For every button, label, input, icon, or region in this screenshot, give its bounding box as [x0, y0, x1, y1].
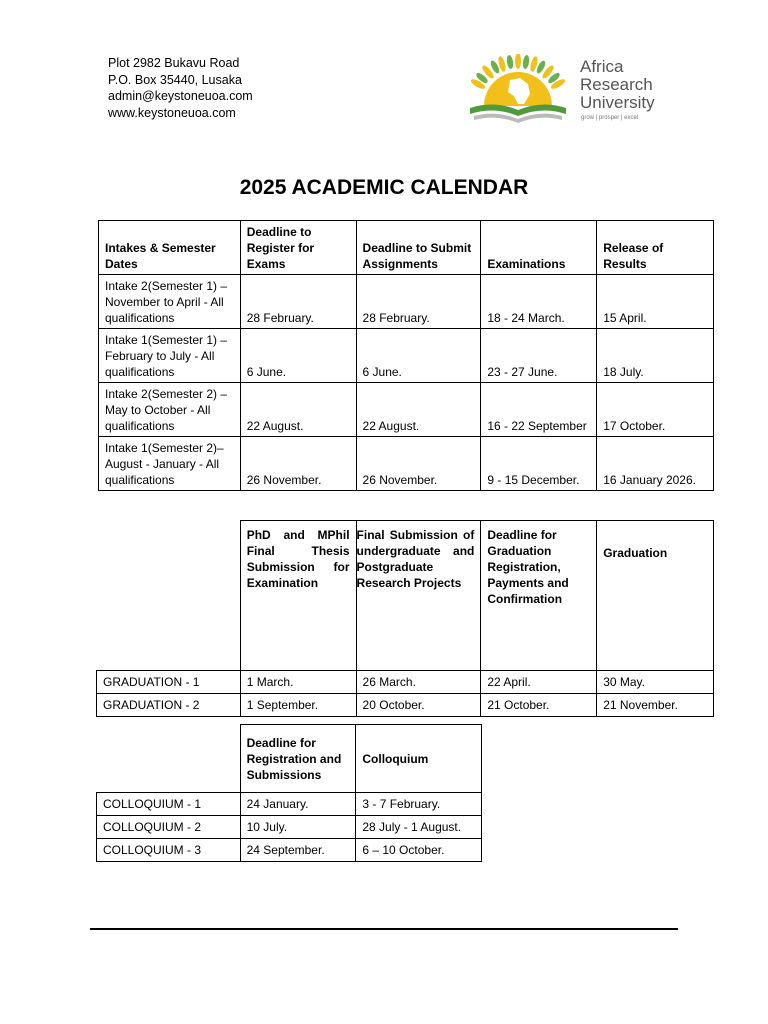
table-cell: COLLOQUIUM - 1: [97, 793, 241, 816]
column-header: Examinations: [481, 221, 597, 275]
table-cell: 28 July - 1 August.: [356, 816, 482, 839]
table-cell: 26 November.: [240, 437, 356, 491]
column-header: Deadline for Registration and Submissions: [240, 725, 356, 793]
column-header: Final Submission of undergraduate and Postgraduate Research Projects: [356, 521, 481, 671]
table-cell: 1 March.: [240, 671, 356, 694]
column-header: Intakes & Semester Dates: [99, 221, 241, 275]
column-header: Release of Results: [597, 221, 714, 275]
column-header: Graduation: [597, 521, 714, 671]
column-header: PhD and MPhil Final Thesis Submission for Examination: [240, 521, 356, 671]
table-cell: 17 October.: [597, 383, 714, 437]
logo-wordmark: Africa Research University: [580, 57, 655, 112]
table-cell: 15 April.: [597, 275, 714, 329]
table-row: [97, 671, 714, 694]
table-row: [99, 329, 714, 383]
table-cell: 23 - 27 June.: [481, 329, 597, 383]
table-cell: 10 July.: [240, 816, 356, 839]
table-cell: GRADUATION - 2: [97, 694, 241, 717]
table-row: [97, 816, 482, 839]
address-line: Plot 2982 Bukavu Road: [108, 56, 240, 70]
address-line: www.keystoneuoa.com: [108, 105, 236, 120]
column-header: Deadline for Graduation Registration, Payments and Confirmation: [481, 521, 597, 671]
table-cell: GRADUATION - 1: [97, 671, 241, 694]
table-cell: 9 - 15 December.: [481, 437, 597, 491]
table-cell: 16 - 22 September: [481, 383, 597, 437]
table-row: [97, 839, 482, 862]
table-cell: 18 July.: [597, 329, 714, 383]
table-cell: 22 August.: [356, 383, 481, 437]
column-header: Colloquium: [356, 725, 482, 793]
address-line: P.O. Box 35440, Lusaka: [108, 72, 242, 87]
footer-divider: [90, 928, 678, 930]
table-cell: 22 April.: [481, 671, 597, 694]
empty-corner-cell: [97, 521, 241, 671]
table-header-row: [97, 725, 482, 793]
intakes-table: [98, 220, 714, 491]
table-cell: 21 October.: [481, 694, 597, 717]
table-cell: 28 February.: [356, 275, 481, 329]
table-row: [99, 383, 714, 437]
table-cell: Intake 2(Semester 2) – May to October - All qualifications: [99, 383, 241, 437]
table-cell: 3 - 7 February.: [356, 793, 482, 816]
table-cell: 28 February.: [240, 275, 356, 329]
table-cell: 6 June.: [356, 329, 481, 383]
table-cell: 24 January.: [240, 793, 356, 816]
table-cell: 26 November.: [356, 437, 481, 491]
table-row: [99, 437, 714, 491]
table-cell: Intake 2(Semester 1) – November to April - All qualifications: [99, 275, 241, 329]
table-header-row: [97, 521, 714, 671]
graduation-table: [96, 520, 714, 717]
table-cell: Intake 1(Semester 1) – February to July - All qualifications: [99, 329, 241, 383]
university-logo: [460, 54, 675, 128]
table-cell: 21 November.: [597, 694, 714, 717]
table-row: [97, 793, 482, 816]
table-cell: 20 October.: [356, 694, 481, 717]
table-row: [97, 694, 714, 717]
colloquium-table: [96, 724, 482, 862]
table-cell: 22 August.: [240, 383, 356, 437]
table-row: [99, 275, 714, 329]
column-header: Deadline to Submit Assignments: [356, 221, 481, 275]
table-cell: 30 May.: [597, 671, 714, 694]
table-cell: COLLOQUIUM - 2: [97, 816, 241, 839]
empty-corner-cell: [97, 725, 241, 793]
table-cell: Intake 1(Semester 2)– August - January - All qualifications: [99, 437, 241, 491]
page-title: 2025 ACADEMIC CALENDAR: [239, 176, 529, 199]
table-cell: COLLOQUIUM - 3: [97, 839, 241, 862]
column-header: Deadline to Register for Exams: [240, 221, 356, 275]
table-cell: 24 September.: [240, 839, 356, 862]
table-cell: 18 - 24 March.: [481, 275, 597, 329]
table-cell: 26 March.: [356, 671, 481, 694]
sun-book-icon: [460, 54, 578, 128]
address-block: [108, 55, 253, 121]
table-cell: 16 January 2026.: [597, 437, 714, 491]
table-cell: 1 September.: [240, 694, 356, 717]
logo-tagline: grow | prosper | excel: [581, 115, 639, 121]
table-header-row: [99, 221, 714, 275]
table-cell: 6 – 10 October.: [356, 839, 482, 862]
address-line: admin@keystoneuoa.com: [108, 89, 253, 103]
table-cell: 6 June.: [240, 329, 356, 383]
